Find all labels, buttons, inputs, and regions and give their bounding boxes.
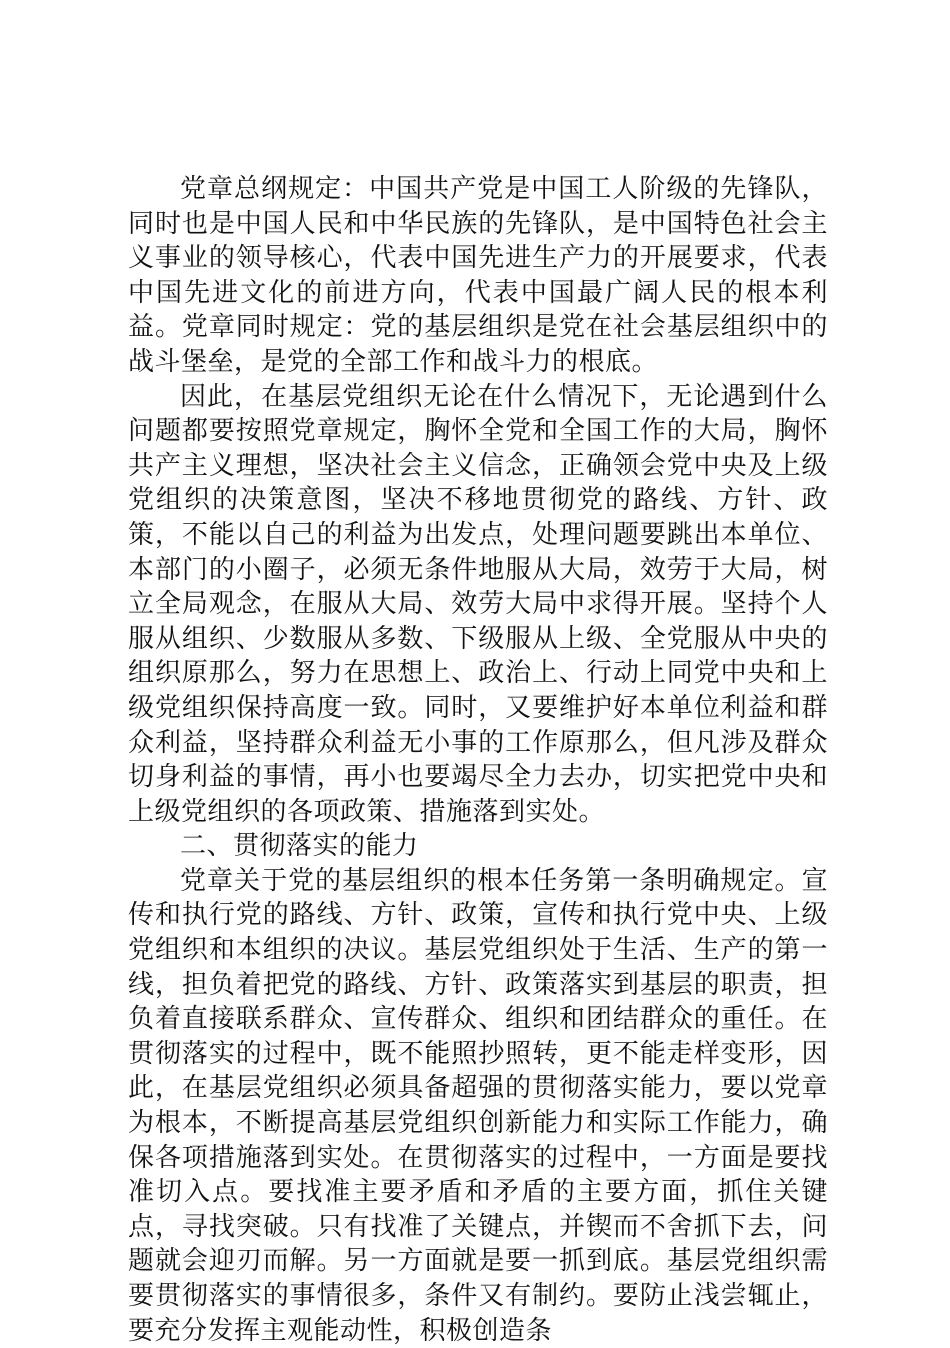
document-body bbox=[128, 172, 828, 1348]
paragraph-therefore: 因此，在基层党组织无论在什么情况下，无论遇到什么问题都要按照党章规定，胸怀全党和全国工作的大局，胸怀共产主义理想，坚决社会主义信念，正确领会党中央及上级党组织的决策意图，坚决不移地贯彻党的路线、方针、政策，不能以自己的利益为出发点，处理问题要跳出本单位、本部门的小圈子，必须无条件地服从大局，效劳于大局，树立全局观念，在服从大局、效劳大局中求得开展。坚持个人服从组织、少数服从多数、下级服从上级、全党服从中央的组织原那么，努力在思想上、政治上、行动上同党中央和上级党组织保持高度一致。同时，又要维护好本单位利益和群众利益，坚持群众利益无小事的工作原那么，但凡涉及群众切身利益的事情，再小也要竭尽全力去办，切实把党中央和上级党组织的各项政策、措施落到实处。 bbox=[128, 381, 828, 827]
paragraph-basic-tasks: 党章关于党的基层组织的根本任务第一条明确规定。宣传和执行党的路线、方针、政策，宣传和执行党中央、上级党组织和本组织的决议。基层党组织处于生活、生产的第一线，担负着把党的路线、方针、政策落实到基层的职责，担负着直接联系群众、宣传群众、组织和团结群众的重任。在贯彻落实的过程中，既不能照抄照转，更不能走样变形，因此，在基层党组织必须具备超强的贯彻落实能力，要以党章为根本，不断提高基层党组织创新能力和实际工作能力，确保各项措施落到实处。在贯彻落实的过程中，一方面是要找准切入点。要找准主要矛盾和矛盾的主要方面，抓住关键点，寻找突破。只有找准了关键点，并锲而不舍抓下去，问题就会迎刃而解。另一方面就是要一抓到底。基层党组织需要贯彻落实的事情很多，条件又有制约。要防止浅尝辄止，要充分发挥主观能动性，积极创造条 bbox=[128, 865, 828, 1346]
paragraph-party-constitution-general-program: 党章总纲规定：中国共产党是中国工人阶级的先锋队，同时也是中国人民和中华民族的先锋队，是中国特色社会主义事业的领导核心，代表中国先进生产力的开展要求，代表中国先进文化的前进方向，代表中国最广阔人民的根本利益。党章同时规定：党的基层组织是党在社会基层组织中的战斗堡垒，是党的全部工作和战斗力的根底。 bbox=[128, 174, 828, 377]
section-heading-implementation-ability: 二、贯彻落实的能力 bbox=[180, 831, 419, 862]
